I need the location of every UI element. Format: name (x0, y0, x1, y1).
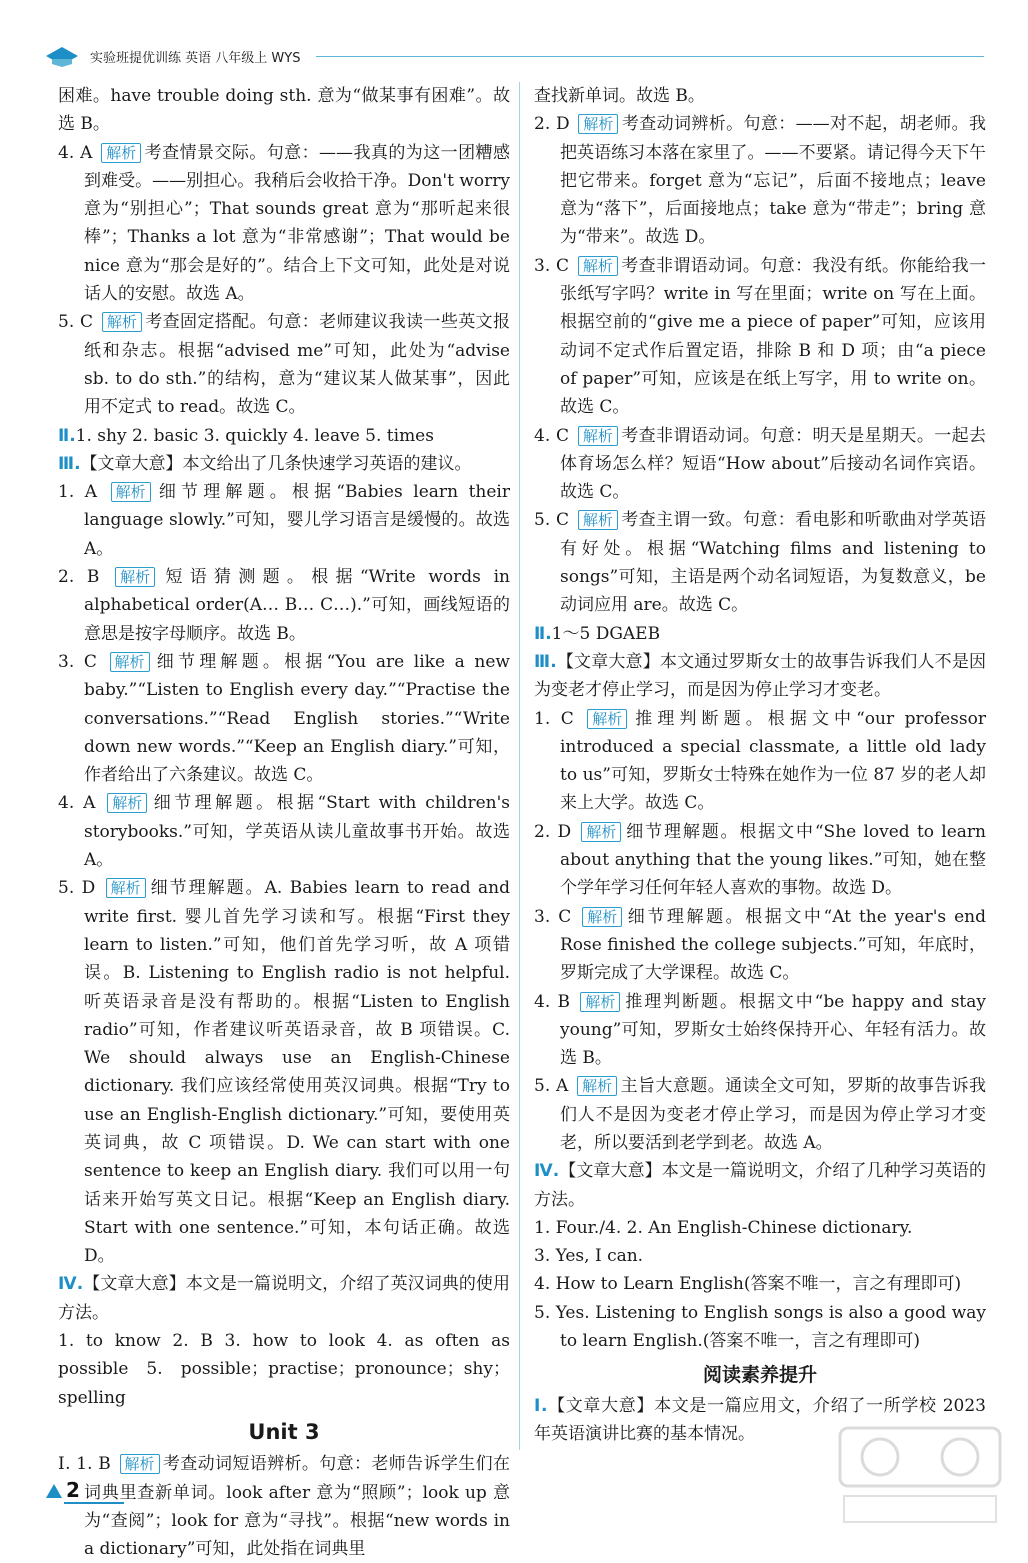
text-line: 困难。have trouble doing sth. 意为“做某事有困难”。故选 B。 (58, 86, 510, 135)
answer-item (534, 705, 986, 818)
analysis-tag: 解析 (582, 907, 622, 927)
answer-explanation: 考查动词辨析。句意：——对不起，胡老师。我把英语练习本落在家里了。——不要紧。请记得今天下午把它带来。forget 意为“忘记”，后面不接地点；leave 意为“落下”，后面接地点；take 意为“带走”；bring 意为“带来”。故选 D。 (560, 114, 986, 248)
answer-item (58, 478, 510, 563)
section-label: Ⅲ. (534, 651, 557, 672)
analysis-tag: 解析 (587, 709, 627, 729)
answer-explanation: 细节理解题。A. Babies learn to read and write first. 婴儿首先学习读和写。根据“First they learn to listen.”可知，他们首先学习听，故 A 项错误。B. Listening to English radio is not helpful. 听英语录音是没有帮助的。根据“Listen to English radio”可知，作者建议听英语录音，故 B 项错误。C. We should always use an English-Chinese dictionary. 我们应该经常使用英汉词典。根据“Try to use an English-English dictionary.”可知，要使用英英词典，故 C 项错误。D. We can start with one sentence to keep an English diary. 我们可以用一句话来开始写英文日记。根据“Keep an English diary. Start with one sentence.”可知，本句话正确。故选 D。 (84, 878, 510, 1267)
answer-item (58, 1450, 510, 1563)
header-title: 实验班提优训练 英语 八年级上 WYS (90, 51, 301, 66)
answer-number: 5. D (58, 878, 103, 899)
answer-item (534, 506, 986, 619)
section-text: 【文章大意】本文通过罗斯女士的故事告诉我们人不是因为变老才停止学习，而是因为停止学习才变老。 (534, 651, 986, 701)
analysis-tag: 解析 (578, 510, 618, 530)
answer-explanation: 细节理解题。根据文中“At the year's end Rose finished the college subjects.”可知，年底时，罗斯完成了大学课程。故选 C。 (560, 906, 986, 984)
answer-number: 2. D (534, 114, 576, 135)
answer-number: 4. C (534, 425, 575, 446)
section-label: Ⅱ. (534, 623, 552, 644)
answer-number: 1. C (534, 708, 585, 729)
answer-explanation: Yes. Listening to English songs is also a good way to learn English.(答案不唯一，言之有理即可) (555, 1302, 986, 1352)
analysis-tag: 解析 (110, 652, 150, 672)
answer-number: 2. D (534, 821, 579, 842)
answer-explanation: 考查主谓一致。句意：看电影和听歌曲对学英语有好处。根据“Watching films and listening to songs”可知，主语是两个动名词短语，为复数意义，be 动词应用 are。故选 C。 (560, 510, 986, 616)
section-label: Ⅲ. (58, 453, 81, 474)
answer-item (58, 139, 510, 309)
text-line: 查找新单词。故选 B。 (534, 86, 705, 106)
answer-item (534, 818, 986, 903)
section-text: 【文章大意】本文是一篇说明文，介绍了英汉词典的使用方法。 (58, 1274, 511, 1323)
answer-number: 5. C (58, 312, 99, 333)
answer-explanation: 考查情景交际。句意：——我真的为这一团糟感到难受。——别担心。我稍后会收拾干净。Don't worry 意为“别担心”；That sounds great 意为“那听起来很棒”；Thanks a lot 意为“非常感谢”；That would be nice 意为“那会是好的”。结合上下文可知，此处是对说话人的安慰。故选 A。 (84, 142, 510, 305)
text-line: 1. to know 2. B 3. how to look 4. as often as possible 5. possible；practise；pronounce；shy；spelling (58, 1331, 510, 1408)
answer-item (534, 988, 986, 1073)
page-number (46, 1478, 106, 1508)
answer-item (534, 422, 986, 507)
left-column (58, 82, 510, 1563)
watermark-logo (830, 1420, 1010, 1530)
text-line: 1. Four./4. 2. An English-Chinese dictionary. (534, 1217, 913, 1238)
answer-number: 4. B (534, 991, 578, 1012)
section-text: 1～5 DGAEB (551, 623, 661, 644)
answer-number: 5. A (534, 1076, 575, 1097)
analysis-tag: 解析 (111, 482, 151, 502)
analysis-tag: 解析 (101, 143, 141, 163)
answer-number: 1. A (58, 482, 108, 503)
analysis-tag: 解析 (580, 992, 620, 1012)
answer-number: 3. C (58, 651, 107, 672)
analysis-tag: 解析 (115, 567, 155, 587)
answer-item (58, 789, 510, 874)
answer-explanation: 细节理解题。根据“Start with children's storybooks.”可知，学英语从读儿童故事书开始。故选 A。 (84, 793, 510, 871)
answer-explanation: 考查动词短语辨析。句意：老师告诉学生们在词典里查新单词。look after 意为“照顾”；look up 意为“查阅”；look for 意为“寻找”。根据“new words in a dictionary”可知，此处指在词典里 (84, 1454, 511, 1560)
section-text: 【文章大意】本文给出了几条快速学习英语的建议。 (80, 453, 472, 474)
reading-heading: 阅读素养提升 (702, 1364, 817, 1387)
up-arrow-icon (46, 1484, 62, 1498)
analysis-tag: 解析 (577, 1076, 617, 1096)
section-line (58, 450, 510, 478)
answer-number: 5. C (534, 510, 575, 531)
text-line: 3. Yes, I can. (534, 1246, 644, 1267)
answer-item (534, 1299, 986, 1356)
answer-item (58, 648, 510, 789)
answer-item (58, 563, 510, 648)
text-line: 4. How to Learn English(答案不唯一，言之有理即可) (534, 1274, 962, 1295)
section-text: 【文章大意】本文是一篇说明文，介绍了几种学习英语的方法。 (534, 1161, 987, 1210)
answer-explanation: 考查非谓语动词。句意：明天是星期天。一起去体育场怎么样？短语“How about”后接动名词作宾语。故选 C。 (560, 425, 986, 503)
answer-number: 3. C (534, 906, 580, 927)
analysis-tag: 解析 (107, 793, 147, 813)
analysis-tag: 解析 (106, 878, 146, 898)
answer-item (534, 903, 986, 988)
right-column (534, 82, 986, 1448)
analysis-tag: 解析 (578, 256, 618, 276)
section-line (58, 1270, 510, 1327)
section-line (534, 1157, 986, 1214)
answer-explanation: 主旨大意题。通读全文可知，罗斯的故事告诉我们人不是因为变老才停止学习，而是因为停止学习才变老，所以要活到老学到老。故选 A。 (560, 1076, 987, 1153)
answer-explanation: 细节理解题。根据“You are like a new baby.”“Listen to English every day.”“Practise the conversations.”“Read English stories.”“Write down new words.”“Keep an English diary.”可知，作者给出了六条建议。故选 C。 (84, 651, 510, 786)
page-header (44, 42, 984, 72)
section-line (534, 620, 986, 648)
section-text: 1. shy 2. basic 3. quickly 4. leave 5. times (75, 425, 434, 446)
section-line (58, 422, 510, 450)
answer-item (534, 252, 986, 422)
answer-number: 2. B (58, 567, 113, 588)
answer-item (534, 110, 986, 251)
unit-heading: Unit 3 (248, 1419, 320, 1444)
answer-number: Ⅰ. 1. B (58, 1454, 117, 1475)
section-text: 【文章大意】本文是一篇应用文，介绍了一所学校 2023 年英语演讲比赛的基本情况。 (534, 1395, 986, 1444)
analysis-tag: 解析 (102, 312, 142, 332)
section-label: Ⅳ. (58, 1274, 84, 1295)
analysis-tag: 解析 (578, 114, 618, 134)
analysis-tag: 解析 (581, 822, 621, 842)
header-rule (316, 56, 984, 57)
answer-number: 4. A (58, 793, 105, 814)
section-line (534, 648, 986, 705)
column-divider (519, 82, 520, 1450)
section-label: Ⅰ. (534, 1395, 548, 1416)
answer-explanation: 推理判断题。根据文中“be happy and stay young”可知，罗斯女士始终保持开心、年轻有活力。故选 B。 (560, 991, 986, 1069)
answer-item (58, 308, 510, 421)
answer-item (534, 1072, 986, 1157)
answer-number: 4. A (58, 142, 99, 163)
answer-explanation: 推理判断题。根据文中“our professor introduced a special classmate, a little old lady to us”可知，罗斯女士特殊在她作为一位 87 岁的老人却来上大学。故选 C。 (560, 708, 986, 814)
answer-explanation: 细节理解题。根据“Babies learn their language slowly.”可知，婴儿学习语言是缓慢的。故选 A。 (84, 482, 510, 559)
answer-explanation: 考查非谓语动词。句意：我没有纸。你能给我一张纸写字吗？write in 写在里面；write on 写在上面。根据空前的“give me a piece of paper”可知，应该用动词不定式作后置定语，排除 B 和 D 项；由“a piece of paper”可知，应该是在纸上写字，用 to write on。故选 C。 (560, 255, 986, 418)
answer-explanation: 短语猜测题。根据“Write words in alphabetical order(A… B… C…).”可知，画线短语的意思是按字母顺序。故选 B。 (84, 567, 510, 644)
page-number-underline (64, 1502, 124, 1504)
page-number-text: 2 (66, 1478, 80, 1502)
answer-explanation: 细节理解题。根据文中“She loved to learn about anything that the young likes.”可知，她在整个学年学习任何年轻人喜欢的事物。故选 D。 (560, 821, 986, 899)
analysis-tag: 解析 (120, 1454, 160, 1474)
answer-explanation: 考查固定搭配。句意：老师建议我读一些英文报纸和杂志。根据“advised me”可知，此处为“advise sb. to do sth.”的结构，意为“建议某人做某事”，因此用不定式 to read。故选 C。 (84, 312, 510, 418)
section-label: Ⅱ. (58, 425, 76, 446)
answer-number: 5. (534, 1302, 556, 1323)
answer-item (58, 874, 510, 1270)
analysis-tag: 解析 (578, 426, 618, 446)
section-label: Ⅳ. (534, 1161, 560, 1182)
answer-number: 3. C (534, 255, 575, 276)
book-logo-icon (44, 44, 80, 68)
